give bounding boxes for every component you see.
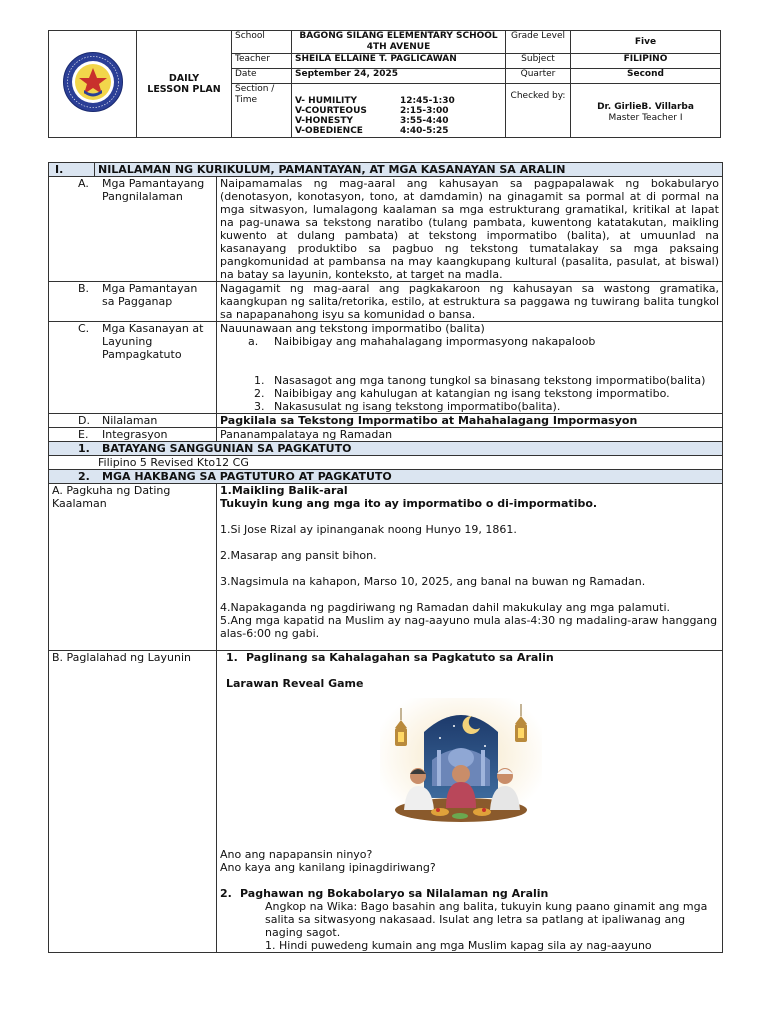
school-value: BAGONG SILANG ELEMENTARY SCHOOL 4TH AVENUE bbox=[292, 31, 506, 54]
grade-label: Grade Level bbox=[506, 31, 571, 54]
objective-item: 1. Nasasagot ang mga tanong tungkol sa binasang tekstong impormatibo(balita) bbox=[268, 374, 719, 387]
section-name: V- HUMILITY bbox=[295, 96, 358, 106]
section-band-curriculum bbox=[49, 163, 723, 177]
section-number: 2. bbox=[78, 470, 90, 483]
section-time-list bbox=[292, 84, 506, 138]
checker bbox=[571, 84, 721, 138]
checker-title: Master Teacher I bbox=[608, 113, 683, 123]
row-sanggunian bbox=[49, 456, 723, 470]
row-key: B. bbox=[78, 282, 90, 295]
row-key: A. bbox=[78, 177, 89, 190]
row-label: Integrasyon bbox=[102, 428, 168, 441]
vocabulary-item: 1. Hindi puwedeng kumain ang mga Muslim kapag sila ay nag-aayuno bbox=[265, 939, 652, 952]
step-label: B. Paglalahad ng Layunin bbox=[49, 651, 217, 953]
objective-item: 2. Naibibigay ang kahulugan at katangian ng isang tekstong impormatibo. bbox=[268, 387, 719, 400]
review-item: 3.Nagsimula na kahapon, Marso 10, 2025, ang banal na buwan ng Ramadan. bbox=[220, 575, 646, 588]
quarter-label: Quarter bbox=[506, 69, 571, 84]
step-heading: Paglinang sa Kahalagahan sa Pagkatuto sa Aralin bbox=[246, 651, 554, 664]
ramadan-iftar-illustration bbox=[380, 698, 542, 826]
teacher-value: SHEILA ELLAINE T. PAGLICAWAN bbox=[292, 54, 506, 69]
step-content bbox=[217, 484, 723, 651]
section-title: BATAYANG SANGGUNIAN SA PAGKATUTO bbox=[102, 442, 352, 455]
step-heading-number: 2. bbox=[220, 887, 232, 900]
section-time: 4:40-5:25 bbox=[400, 126, 449, 136]
step-heading: Paghawan ng Bokabolaryo sa Nilalaman ng Aralin bbox=[240, 887, 549, 900]
daily-lesson-plan-title: DAILY LESSON PLAN bbox=[137, 31, 232, 138]
checker-name: Dr. GirlieB. Villarba bbox=[597, 102, 694, 112]
row-pagkuha-kaalaman bbox=[49, 484, 723, 651]
checked-by-label: Checked by: bbox=[506, 84, 571, 138]
objective-a: Naibibigay ang mahahalagang impormasyong nakapaloob bbox=[274, 335, 596, 348]
row-integrasyon bbox=[49, 428, 723, 442]
objective-key: a. bbox=[248, 335, 259, 348]
step-content bbox=[217, 651, 723, 953]
quarter-value: Second bbox=[571, 69, 721, 84]
objective-list bbox=[220, 374, 719, 413]
lesson-plan-header bbox=[48, 30, 721, 138]
row-content: Naipamamalas ng mag-aaral ang kahusayan sa pagpapalawak ng bokabularyo (denotasyon, konotasyon, tono, at damdamin) na ginagamit sa pormal at di pormal na mga sitwasyon, lumalagong kaalaman sa mga estrukturang gramatikal, kritikal at lapat na pag-unawa sa tekstong naratibo (tulang pambata, kuwentong katatakutan, maikling kuwento at dulang pambata) at tekstong impormatibo (balita), at umuunlad na kasanayang produktibo sa pagbuo ng tekstong tumatalakay sa mga paksaing pangkomunidad at pambansa na may kaangkupang kultural (pasalita, pasulat, at biswal) na batay sa layunin, konteksto, at target na madla. bbox=[217, 177, 723, 282]
review-item: 2.Masarap ang pansit bihon. bbox=[220, 549, 377, 562]
review-item: 1.Si Jose Rizal ay ipinanganak noong Hunyo 19, 1861. bbox=[220, 523, 517, 536]
question-1: Ano ang napapansin ninyo? bbox=[220, 848, 373, 861]
section-title: MGA HAKBANG SA PAGTUTURO AT PAGKATUTO bbox=[102, 470, 392, 483]
row-content: Nagagamit ng mag-aaral ang pagkakaroon ng kahusayan sa wastong gramatika, kaangkupan ng salita/retorika, estilo, at estruktura sa paggawa ng tuwirang balita tungkol sa napapanahong isyu sa komunidad o bansa. bbox=[217, 282, 723, 322]
deped-logo bbox=[49, 31, 137, 138]
row-nilalaman bbox=[49, 414, 723, 428]
row-kasanayan-layunin bbox=[49, 322, 723, 414]
section-band-sanggunian bbox=[49, 442, 723, 456]
section-number: I. bbox=[49, 163, 95, 177]
row-content bbox=[217, 322, 723, 414]
game-title: Larawan Reveal Game bbox=[226, 677, 364, 690]
section-number: 1. bbox=[78, 442, 90, 455]
row-label: Mga Pamantayan sa Pagganap bbox=[102, 282, 198, 308]
section-title: NILALAMAN NG KURIKULUM, PAMANTAYAN, AT MGA KASANAYAN SA ARALIN bbox=[95, 163, 723, 177]
section-time: 3:55-4:40 bbox=[400, 116, 449, 126]
row-key: C. bbox=[78, 322, 90, 335]
row-label: Mga Kasanayan at Layuning Pampagkatuto bbox=[102, 322, 204, 361]
objective-item: 3. Nakasusulat ng isang tekstong impormatibo(balita). bbox=[268, 400, 719, 413]
date-label: Date bbox=[232, 69, 292, 84]
step-instruction: Tukuyin kung ang mga ito ay impormatibo o di-impormatibo. bbox=[220, 497, 598, 510]
section-name: V-OBEDIENCE bbox=[295, 126, 363, 136]
step-heading: 1.Maikling Balik-aral bbox=[220, 484, 348, 497]
step-heading-number: 1. bbox=[226, 651, 238, 664]
row-pamantayan-pagganap bbox=[49, 282, 723, 322]
section-name: V-HONESTY bbox=[295, 116, 354, 126]
reference-text: Filipino 5 Revised Kto12 CG bbox=[49, 456, 723, 470]
date-value: September 24, 2025 bbox=[292, 69, 506, 84]
row-content: Pagkilala sa Tekstong Impormatibo at Mahahalagang Impormasyon bbox=[217, 414, 723, 428]
school-label: School bbox=[232, 31, 292, 54]
row-content: Pananampalataya ng Ramadan bbox=[217, 428, 723, 442]
row-paglalahad-layunin bbox=[49, 651, 723, 953]
section-time: 12:45-1:30 bbox=[400, 96, 455, 106]
section-band-hakbang bbox=[49, 470, 723, 484]
deped-seal-icon bbox=[62, 51, 124, 113]
objective-intro: Nauunawaan ang tekstong impormatibo (balita) bbox=[220, 322, 485, 335]
lesson-plan-body bbox=[48, 162, 723, 953]
step-label: A. Pagkuha ng Dating Kaalaman bbox=[49, 484, 217, 651]
row-key: E. bbox=[78, 428, 89, 441]
section-time-label: Section / Time bbox=[232, 84, 292, 138]
subject-label: Subject bbox=[506, 54, 571, 69]
review-item: 5.Ang mga kapatid na Muslim ay nag-aayuno mula alas-4:30 ng madaling-araw hanggang alas-6:00 ng gabi. bbox=[220, 614, 718, 640]
row-pamantayang-pangnilalaman bbox=[49, 177, 723, 282]
row-label: Mga Pamantayang Pangnilalaman bbox=[102, 177, 205, 203]
teacher-label: Teacher bbox=[232, 54, 292, 69]
grade-value: Five bbox=[571, 31, 721, 54]
row-label: Nilalaman bbox=[102, 414, 158, 427]
section-time: 2:15-3:00 bbox=[400, 106, 449, 116]
subject-value: FILIPINO bbox=[571, 54, 721, 69]
question-2: Ano kaya ang kanilang ipinagdiriwang? bbox=[220, 861, 436, 874]
section-name: V-COURTEOUS bbox=[295, 106, 367, 116]
vocabulary-instruction: Angkop na Wika: Bago basahin ang balita, tukuyin kung paano ginamit ang mga salita sa sitwasyong nakasaad. Isulat ang letra sa patlang at ipaliwanag ang naging sagot. bbox=[265, 900, 708, 939]
review-item: 4.Napakaganda ng pagdiriwang ng Ramadan dahil makukulay ang mga palamuti. bbox=[220, 601, 670, 614]
row-key: D. bbox=[78, 414, 90, 427]
